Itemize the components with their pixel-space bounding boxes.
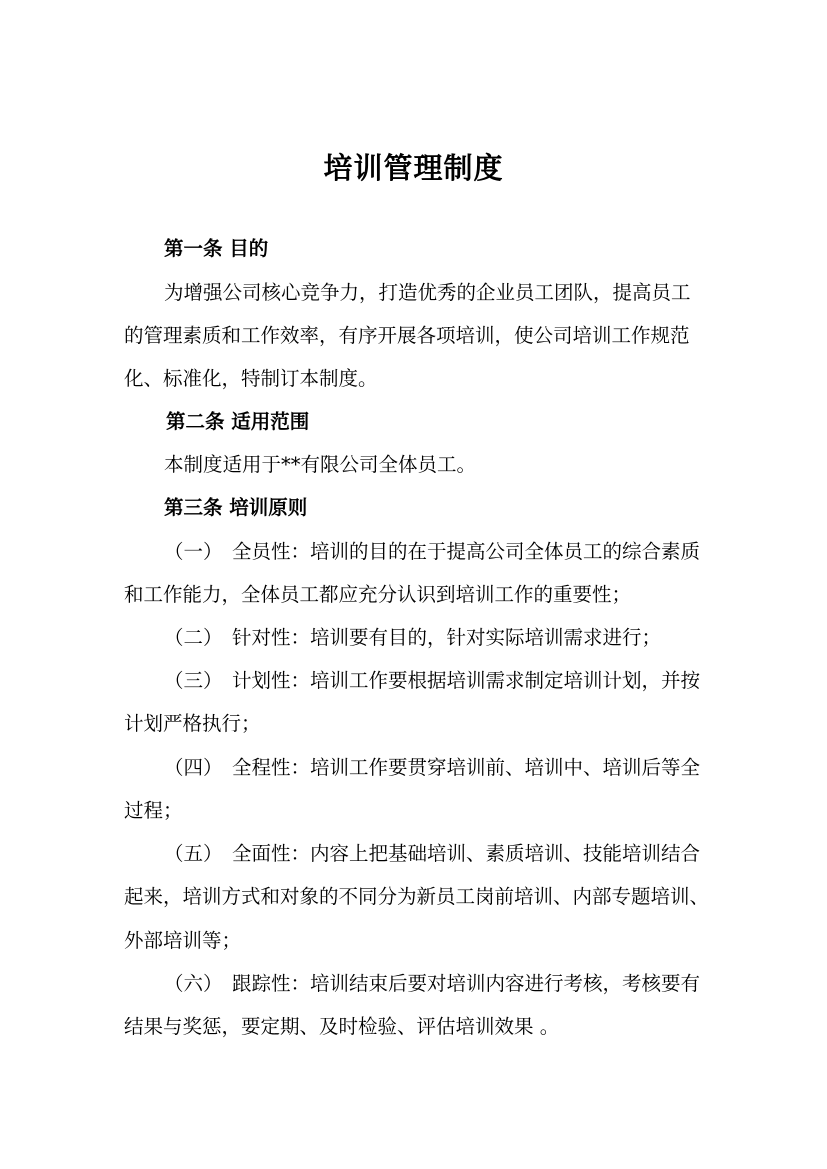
item-text: 全面性：内容上把基础培训、素质培训、技能培训结合 [232,842,701,865]
item-text: 针对性：培训要有目的，针对实际培训需求进行； [232,626,662,649]
item-marker: （五） [164,842,223,865]
article2-line-1: 本制度适用于**有限公司全体员工。 [164,453,477,476]
principle-item-6-cont: 结果与奖惩，要定期、及时检验、评估培训效果 。 [124,1015,560,1038]
principle-item-2 [164,625,661,651]
item-text: 全程性：培训工作要贯穿培训前、培训中、培训后等全 [232,756,701,779]
item-marker: （一） [164,540,223,563]
principle-item-5-cont-1: 起来，培训方式和对象的不同分为新员工岗前培训、内部专题培训、 [124,885,710,908]
article1-line-3: 化、标准化，特制订本制度。 [124,367,378,390]
item-marker: （六） [164,972,223,995]
item-text: 全员性：培训的目的在于提高公司全体员工的综合素质 [232,540,701,563]
item-text: 计划性：培训工作要根据培训需求制定培训计划，并按 [232,669,701,692]
item-marker: （四） [164,756,223,779]
principle-item-5 [164,841,700,867]
article2-heading: 第二条 适用范围 [166,410,310,433]
principle-item-6 [164,971,700,997]
principle-item-1-cont: 和工作能力，全体员工都应充分认识到培训工作的重要性； [124,583,632,606]
principle-item-4 [164,755,700,781]
document-title: 培训管理制度 [323,151,504,185]
article1-line-1: 为增强公司核心竞争力，打造优秀的企业员工团队，提高员工 [164,281,691,304]
item-marker: （三） [164,669,223,692]
article3-heading: 第三条 培训原则 [164,496,308,519]
principle-item-3-cont: 计划严格执行； [124,712,261,735]
item-text: 跟踪性：培训结束后要对培训内容进行考核，考核要有 [232,972,701,995]
article1-line-2: 的管理素质和工作效率，有序开展各项培训，使公司培训工作规范 [124,324,690,347]
principle-item-5-cont-2: 外部培训等； [124,929,242,952]
principle-item-3 [164,668,700,694]
principle-item-4-cont: 过程； [124,799,183,822]
principle-item-1 [164,539,700,565]
item-marker: （二） [164,626,223,649]
article1-heading: 第一条 目的 [164,237,269,260]
